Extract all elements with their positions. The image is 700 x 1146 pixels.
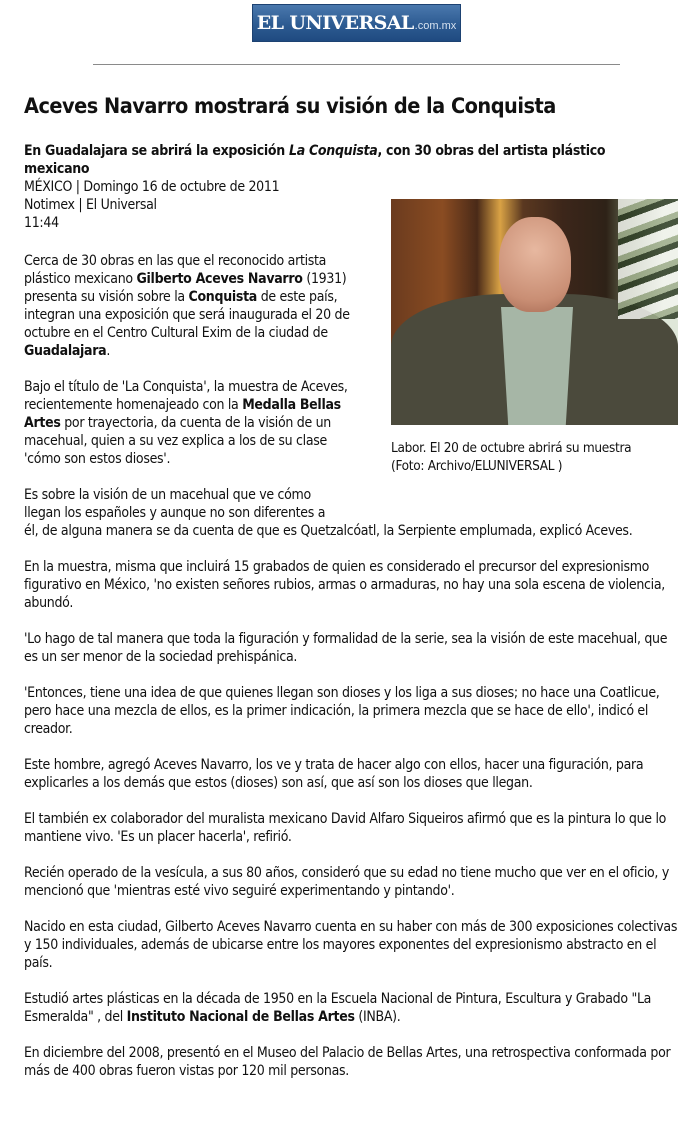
article-title: Aceves Navarro mostrará su visión de la Conquista — [24, 94, 556, 119]
photo-flowers-shape — [618, 199, 678, 319]
caption-line: Labor. El 20 de octubre abrirá su muestra — [391, 440, 632, 456]
article-dateline: MÉXICO | Domingo 16 de octubre de 2011 — [24, 179, 280, 195]
artist-name: Gilberto Aceves Navarro — [136, 271, 303, 287]
logo-tld-text: .com.mx — [414, 19, 457, 32]
paragraph-10: Nacido en esta ciudad, Gilberto Aceves Navarro cuenta en su haber con más de 300 exposiciones colectivas y 150 individuales, además de ubicarse entre los mayores exponentes del expresionismo abstracto en el país. — [24, 919, 678, 971]
conquista-keyword: Conquista — [188, 289, 257, 305]
paragraph-8: El también ex colaborador del muralista mexicano David Alfaro Siqueiros afirmó que es la pintura lo que lo mantiene vivo. 'Es un placer hacerla', refirió. — [24, 811, 667, 845]
paragraph-6: 'Entonces, tiene una idea de que quienes llegan son dioses y los liga a sus dioses; no hace una Coatlicue, pero hace una mezcla de ellos, es la primer indicación, la primera mezcla que se hace de ello', indicó el creador. — [24, 685, 660, 737]
article-figure — [391, 199, 681, 475]
paragraph-1 — [24, 252, 364, 360]
caption-credit: (Foto: Archivo/ELUNIVERSAL ) — [391, 458, 563, 474]
paragraph-text: (INBA). — [354, 1009, 401, 1025]
subtitle-text-end: , con 30 obras del artista plástico mexicano — [24, 143, 606, 177]
artist-photo[interactable] — [391, 199, 678, 425]
paragraph-3 — [24, 486, 684, 540]
paragraph-text: Cerca de 30 obras en las que el reconocido artista plástico mexicano — [24, 253, 327, 287]
body-paragraphs — [24, 486, 684, 1080]
paragraph-5: 'Lo hago de tal manera que toda la figuración y formalidad de la serie, sea la visión de este macehual, que es un ser menor de la sociedad prehispánica. — [24, 631, 668, 665]
paragraph-line: Es sobre la visión de un macehual que ve cómo — [24, 487, 311, 503]
paragraph-text: (1931) presenta su visión sobre la — [24, 271, 347, 305]
paragraph-line: él, de alguna manera se da cuenta de que es Quetzalcóatl, la Serpiente emplumada, explicó Aceves. — [24, 523, 633, 539]
paragraph-text: de este país, integran una exposición que será inaugurada el 20 de octubre en el Centro Cultural Exim de la ciudad de — [24, 289, 350, 341]
inba-keyword: Instituto Nacional de Bellas Artes — [126, 1009, 355, 1025]
medal-keyword: Medalla Bellas Artes — [24, 397, 341, 431]
photo-caption — [391, 439, 681, 475]
paragraph-line: llegan los españoles y aunque no son diferentes a — [24, 505, 326, 521]
header-divider — [93, 64, 620, 65]
photo-sweater-shape — [501, 307, 573, 425]
article-subtitle — [24, 142, 674, 178]
guadalajara-keyword: Guadalajara — [24, 343, 107, 359]
paragraph-text: Bajo el título de 'La Conquista', la muestra de Aceves, recientemente homenajeado con la — [24, 379, 348, 413]
paragraph-11 — [24, 990, 684, 1026]
paragraph-4: En la muestra, misma que incluirá 15 grabados de quien es considerado el precursor del expresionismo figurativo en México, 'no existen señores rubios, armas o armaduras, no hay una sola escena de violencia, abundó. — [24, 559, 665, 611]
article-source: Notimex | El Universal — [24, 197, 157, 213]
paragraph-2 — [24, 378, 364, 468]
subtitle-text: En Guadalajara se abrirá la exposición — [24, 143, 289, 159]
article-time: 11:44 — [24, 215, 59, 231]
photo-head-shape — [499, 217, 571, 312]
paragraph-text: Estudió artes plásticas en la década de 1950 en la Escuela Nacional de Pintura, Escultura y Grabado "La Esmeralda" , del — [24, 991, 652, 1025]
paragraph-text: por trayectoria, da cuenta de la visión de un macehual, quien a su vez explica a los de su clase 'cómo son estos dioses'. — [24, 415, 331, 467]
article — [24, 92, 684, 1080]
subtitle-exhibit-name: La Conquista — [288, 143, 378, 159]
paragraph-12: En diciembre del 2008, presentó en el Museo del Palacio de Bellas Artes, una retrospectiva conformada por más de 400 obras fueron vistas por 120 mil personas. — [24, 1045, 671, 1079]
paragraph-7: Este hombre, agregó Aceves Navarro, los ve y trata de hacer algo con ellos, hacer una figuración, para explicarles a los demás que estos (dioses) son así, que así son los dioses que llegan. — [24, 757, 644, 791]
el-universal-logo[interactable] — [252, 4, 461, 42]
logo-brand-text: EL UNIVERSAL — [256, 12, 414, 34]
paragraph-9: Recién operado de la vesícula, a sus 80 años, consideró que su edad no tiene mucho que ver en el oficio, y mencionó que 'mientras esté vivo seguiré experimentando y pintando'. — [24, 865, 669, 899]
paragraph-text: . — [106, 343, 111, 359]
